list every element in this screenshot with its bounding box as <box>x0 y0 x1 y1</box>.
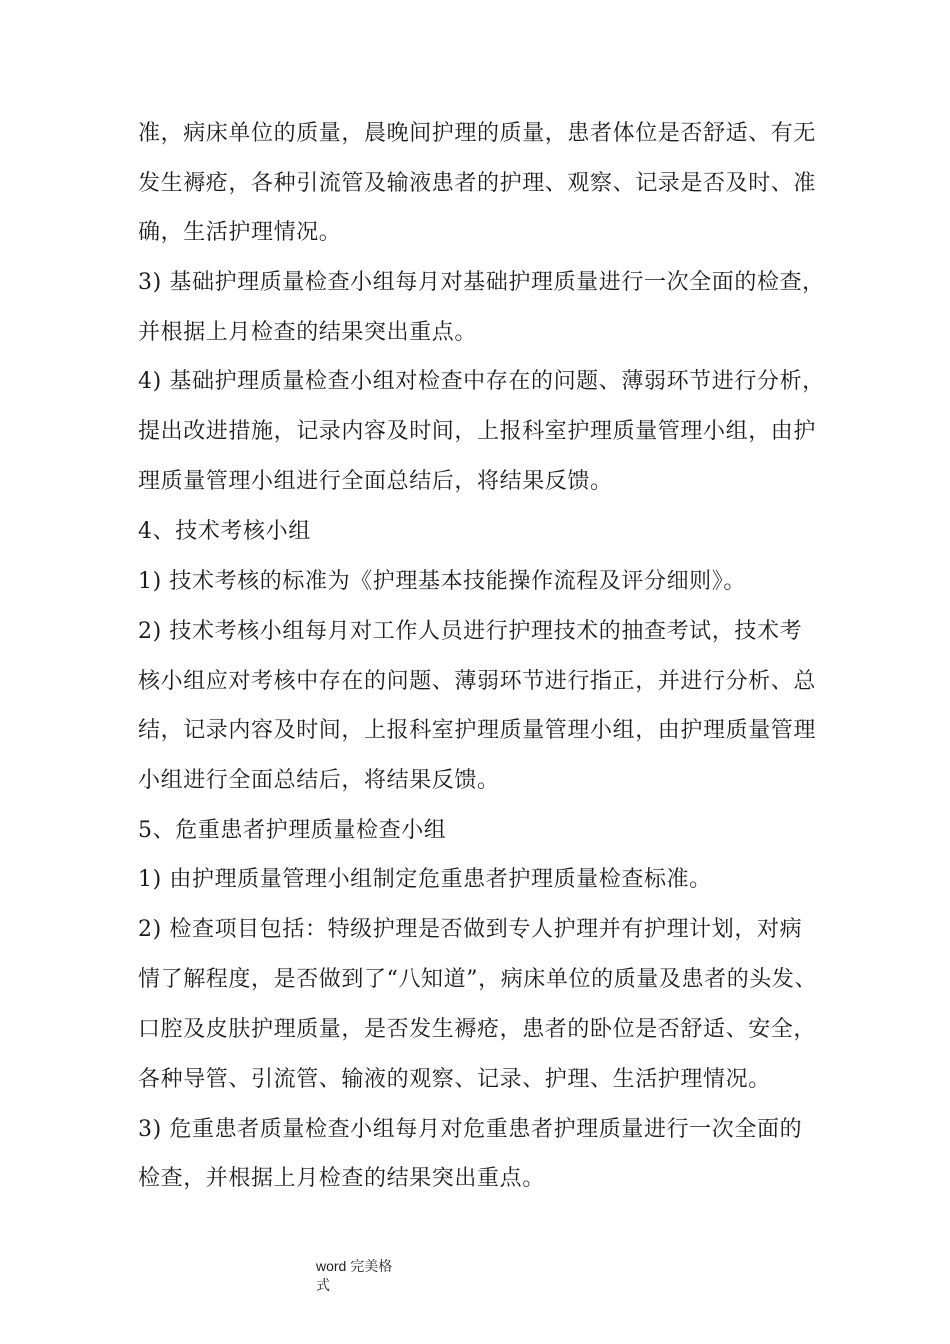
text-line: 提出改进措施，记录内容及时间，上报科室护理质量管理小组，由护 <box>138 419 817 444</box>
text-line: 3) 危重患者质量检查小组每月对危重患者护理质量进行一次全面的 <box>138 1117 803 1142</box>
text-line: 各种导管、引流管、输液的观察、记录、护理、生活护理情况。 <box>138 1067 771 1092</box>
text-line: 1) 技术考核的标准为《护理基本技能操作流程及评分细则》。 <box>138 569 746 594</box>
text-line: 结，记录内容及时间，上报科室护理质量管理小组，由护理质量管理 <box>138 718 817 743</box>
text-line: 2) 检查项目包括：特级护理是否做到专人护理并有护理计划，对病 <box>138 917 803 942</box>
section-heading: 5、危重患者护理质量检查小组 <box>138 818 447 843</box>
text-line: 核小组应对考核中存在的问题、薄弱环节进行指正，并进行分析、总 <box>138 669 817 694</box>
footer-text: word 完美格 <box>316 1258 393 1274</box>
text-line: 小组进行全面总结后，将结果反馈。 <box>138 768 500 793</box>
text-line: 准，病床单位的质量，晨晚间护理的质量，患者体位是否舒适、有无 <box>138 121 817 146</box>
text-line: 发生褥疮，各种引流管及输液患者的护理、观察、记录是否及时、准 <box>138 171 817 196</box>
section-heading: 4、技术考核小组 <box>138 519 311 544</box>
text-line: 理质量管理小组进行全面总结后，将结果反馈。 <box>138 469 613 494</box>
text-line: 口腔及皮肤护理质量，是否发生褥疮，患者的卧位是否舒适、安全， <box>138 1017 817 1042</box>
footer-text: 式 <box>316 1277 330 1293</box>
text-line: 1) 由护理质量管理小组制定危重患者护理质量检查标准。 <box>138 867 712 892</box>
text-line: 4) 基础护理质量检查小组对检查中存在的问题、薄弱环节进行分析， <box>138 369 825 394</box>
text-line: 检查，并根据上月检查的结果突出重点。 <box>138 1166 545 1191</box>
text-line: 确，生活护理情况。 <box>138 220 342 245</box>
text-line: 并根据上月检查的结果突出重点。 <box>138 320 478 345</box>
text-line: 3) 基础护理质量检查小组每月对基础护理质量进行一次全面的检查， <box>138 270 825 295</box>
text-line: 情了解程度，是否做到了“八知道”，病床单位的质量及患者的头发、 <box>138 967 818 992</box>
text-line: 2) 技术考核小组每月对工作人员进行护理技术的抽查考试，技术考 <box>138 619 803 644</box>
